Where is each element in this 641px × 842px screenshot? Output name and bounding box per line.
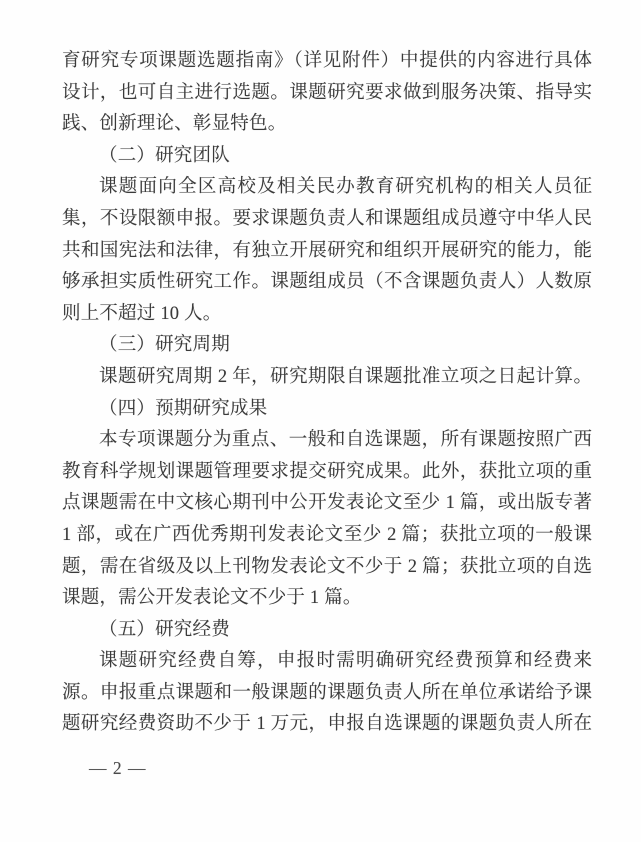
text-line: （四）预期研究成果 <box>99 398 268 419</box>
text-line: 集，不设限额申报。要求课题负责人和课题组成员遵守中华人民 <box>62 208 592 229</box>
document-body <box>62 46 592 741</box>
text-line: 育研究专项课题选题指南》（详见附件）中提供的内容进行具体 <box>62 51 592 71</box>
text-line: 点课题需在中文核心期刊中公开发表论文至少 1 篇，或出版专著 <box>62 493 592 514</box>
text-line: 课题面向全区高校及相关民办教育研究机构的相关人员征 <box>99 177 592 198</box>
text-line: 够承担实质性研究工作。课题组成员（不含课题负责人）人数原 <box>62 272 592 293</box>
text-line: （五）研究经费 <box>99 619 230 640</box>
text-line: 践、创新理论、彰显特色。 <box>62 114 287 135</box>
page-number: — 2 — <box>89 758 147 778</box>
text-line: 课题研究经费自筹，申报时需明确研究经费预算和经费来 <box>99 651 592 672</box>
text-line: 本专项课题分为重点、一般和自选课题，所有课题按照广西 <box>99 430 592 451</box>
text-line: 设计，也可自主进行选题。课题研究要求做到服务决策、指导实 <box>62 82 592 103</box>
text-line: 源。申报重点课题和一般课题的课题负责人所在单位承诺给予课 <box>62 682 592 703</box>
text-line: 课题研究周期 2 年，研究期限自课题批准立项之日起计算。 <box>99 366 592 387</box>
text-line: 则上不超过 10 人。 <box>62 303 222 324</box>
text-line: 题，需在省级及以上刊物发表论文不少于 2 篇；获批立项的自选 <box>62 556 592 577</box>
text-line: 题研究经费资助不少于 1 万元，申报自选课题的课题负责人所在 <box>62 714 592 735</box>
text-line: 共和国宪法和法律，有独立开展研究和组织开展研究的能力，能 <box>62 240 592 261</box>
text-line: （三）研究周期 <box>99 335 230 356</box>
text-line: 教育科学规划课题管理要求提交研究成果。此外，获批立项的重 <box>62 461 592 482</box>
text-line: （二）研究团队 <box>99 145 230 166</box>
text-line: 1 部，或在广西优秀期刊发表论文至少 2 篇；获批立项的一般课 <box>62 524 592 545</box>
text-line: 课题，需公开发表论文不少于 1 篇。 <box>62 588 362 609</box>
